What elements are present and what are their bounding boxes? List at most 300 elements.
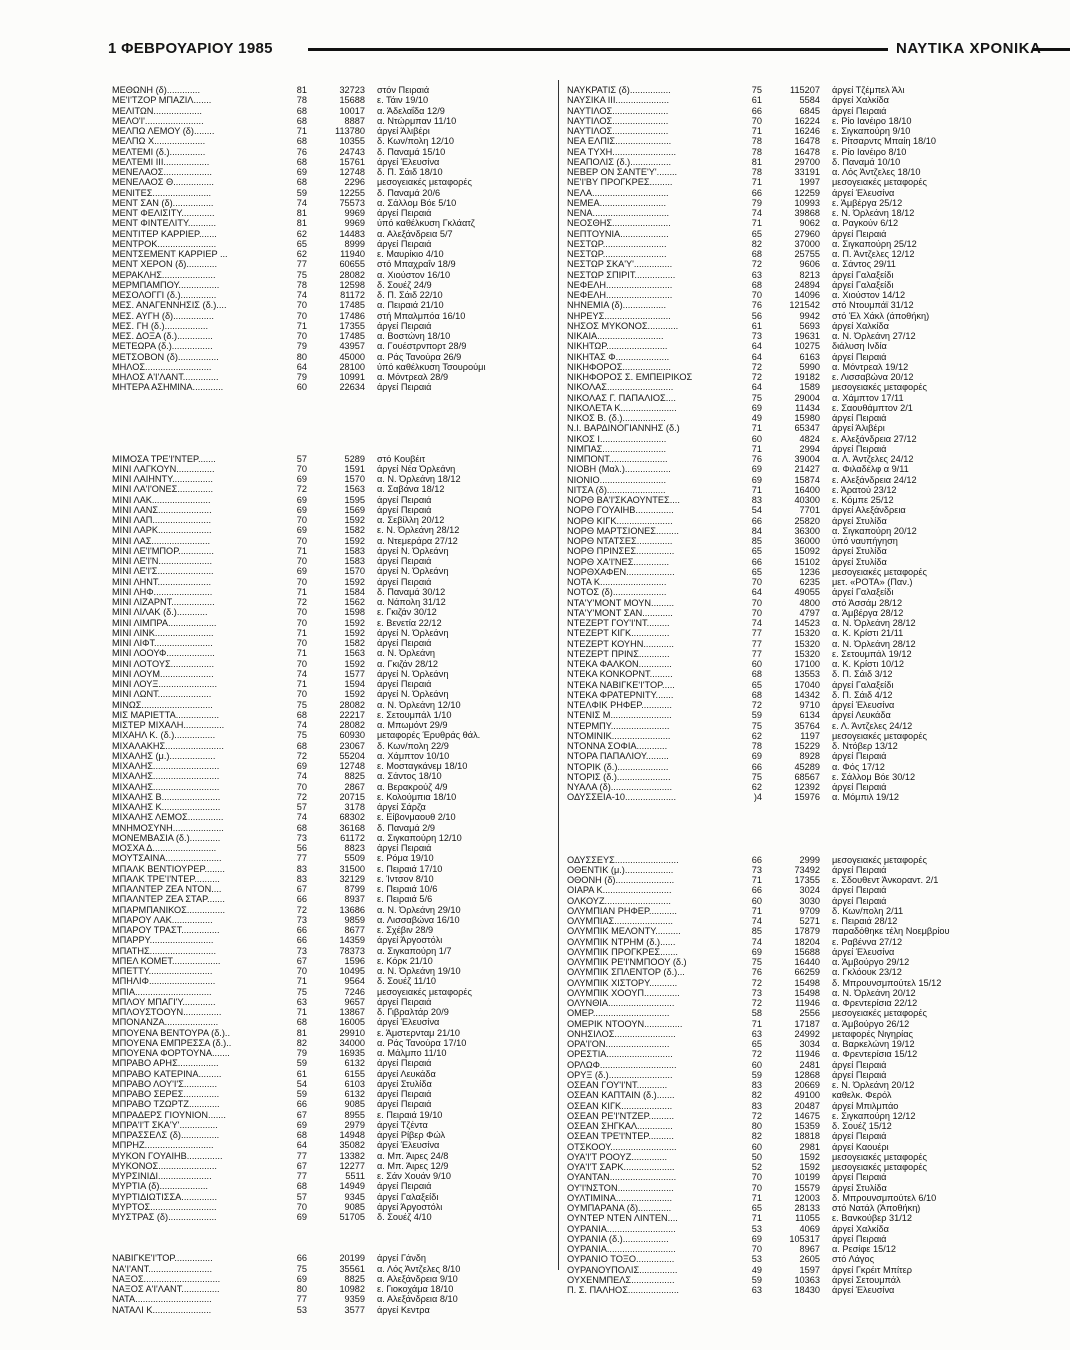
ship-status: άργεί Μπιλμπάο — [832, 1100, 899, 1111]
ship-name: ΜΠΟΥΕΝΑ ΦΟΡΤΟΥΝΑ....... — [112, 1048, 230, 1058]
ship-row — [567, 167, 982, 177]
tonnage: 1577 — [344, 668, 365, 679]
build-year: 66 — [751, 556, 762, 567]
tonnage: 2999 — [799, 854, 820, 865]
ship-status: άργεί Έλευσίνα — [832, 187, 895, 198]
build-year: 85 — [751, 926, 762, 937]
tonnage: 9657 — [344, 996, 365, 1007]
build-year: 70 — [296, 515, 307, 525]
build-year: 75 — [751, 85, 762, 95]
ship-status: ύπό καθέλκυση Γκλάατζ — [377, 218, 475, 229]
build-year: 71 — [296, 1007, 307, 1017]
ship-name: ΜΙΝΙ ΛΑΙΗΝΤΥ................ — [112, 474, 213, 484]
build-year: 70 — [751, 290, 762, 300]
ship-name: ΟΜΕΡ.............................. — [567, 1008, 670, 1019]
build-year: 57 — [296, 453, 307, 464]
tonnage: 1236 — [799, 566, 820, 577]
ship-status: άργεί Στυλίδα — [832, 515, 887, 526]
tonnage: 6132 — [344, 1058, 365, 1069]
build-year: 83 — [296, 873, 307, 884]
ship-status: α. Λ. Άντζελες 24/12 — [832, 454, 914, 464]
ship-row — [567, 885, 982, 895]
build-year: 77 — [751, 638, 762, 649]
ship-status: άργεί Πειραιά — [377, 208, 432, 218]
build-year: 54 — [296, 1078, 307, 1089]
ship-name: ΜΕΡΜΠΑΜΠΟΥ................ — [112, 279, 220, 290]
ship-name: ΜΙΣΤΕΡ ΜΙΧΑΛΗ................ — [112, 720, 225, 730]
ship-row — [112, 566, 557, 576]
build-year: 72 — [296, 904, 307, 915]
build-year: 83 — [296, 863, 307, 874]
ship-row — [567, 577, 982, 587]
ship-status: α. Χάμπτον 17/11 — [832, 392, 904, 403]
build-year: 68 — [751, 249, 762, 259]
build-year: 70 — [751, 607, 762, 618]
tonnage: 16935 — [339, 1048, 365, 1058]
ship-status: άργεί Πειραιά — [832, 1059, 887, 1070]
ship-name: ΝΤΕΚΑ ΦΡΑΤΕΡΝΙΤΥ....... — [567, 689, 674, 700]
build-year: 64 — [296, 361, 307, 372]
ship-row — [112, 290, 557, 300]
tonnage: 19631 — [794, 331, 820, 341]
build-year: 71 — [296, 545, 307, 556]
ship-row — [112, 341, 557, 351]
build-year: 67 — [296, 884, 307, 894]
ship-row — [567, 485, 982, 495]
ship-row — [112, 587, 557, 597]
ship-row — [112, 618, 557, 628]
ship-row — [567, 331, 982, 341]
ship-name: ΜΠΡΑΒΟ ΣΕΡΕΣ.............. — [112, 1089, 220, 1099]
ship-status: δ. Μπρουνσμπούτελ 6/10 — [832, 1192, 937, 1203]
build-year: 70 — [296, 463, 307, 474]
build-year: 75 — [296, 986, 307, 997]
build-year: 71 — [296, 586, 307, 597]
ship-name: ΟΥ'Ι'ΝΣΤΟΝ...................... — [567, 1182, 674, 1193]
ship-row — [567, 598, 982, 608]
ship-row — [567, 362, 982, 372]
ship-row — [567, 618, 982, 628]
ship-status: α. Χιούστον 14/12 — [832, 290, 906, 300]
ship-name: ΟΛΥΝΘΙΑ.......................... — [567, 998, 675, 1008]
build-year: 66 — [751, 885, 762, 896]
build-year: 70 — [296, 576, 307, 587]
ship-name: ΜΕΛΤΕΜΙ ΙΙΙ.................. — [112, 156, 210, 167]
ship-row — [567, 321, 982, 331]
ship-row — [112, 864, 557, 874]
ship-status: α. Χιούστον 16/10 — [377, 269, 451, 280]
tonnage: 16440 — [794, 957, 820, 967]
build-year: 70 — [296, 331, 307, 341]
ship-row — [112, 136, 557, 146]
ship-status: άργεί Πειραιά — [377, 556, 432, 566]
tonnage: 39004 — [794, 454, 820, 464]
build-year: 72 — [751, 998, 762, 1008]
tonnage: 22634 — [339, 382, 365, 393]
ship-row — [112, 751, 557, 761]
ship-status: α. Φιλαδέλφ α 9/11 — [832, 464, 909, 475]
ship-name: ΝΙΚΟΛΑΣ.......................... — [567, 382, 674, 393]
ship-name: Π. Σ. ΠΑΛΗΟΣ.................... — [567, 1285, 679, 1295]
ship-status: άργεί Πειραιά — [832, 895, 887, 906]
tonnage: 1583 — [344, 556, 365, 566]
ship-name: ΟΝΗΣΙΛΟΣ........................ — [567, 1028, 676, 1039]
ship-row — [567, 239, 982, 249]
tonnage: 1592 — [799, 1162, 820, 1172]
ship-name: ΜΙΝΙ ΛΟΟΥΦ................... — [112, 648, 215, 659]
ship-row — [112, 167, 557, 177]
ship-row — [112, 1099, 557, 1109]
ship-status: άργεί Πειραιά — [377, 576, 432, 587]
ship-status: στό Ντουμπάϊ 31/12 — [832, 300, 914, 311]
ship-name: ΜΙΝΙ ΛΑΝΣ..................... — [112, 504, 212, 515]
tonnage: 8799 — [344, 884, 365, 894]
build-year: 70 — [751, 597, 762, 608]
ship-name: ΜΕΤΕΩΡΑ (δ.)................ — [112, 341, 213, 352]
ship-name: ΝΙΟΝΙΟ.......................... — [567, 474, 667, 485]
tonnage: 60655 — [339, 259, 365, 270]
ship-row — [567, 1183, 982, 1193]
ship-row — [567, 710, 982, 720]
build-year: 74 — [751, 618, 762, 628]
tonnage: 15320 — [794, 648, 820, 659]
ship-name: ΟΛΥΜΠΙΚ ΝΤΡΗΜ (δ.)...... — [567, 936, 676, 947]
ship-name: ΜΕΣ. ΑΥΓΗ (δ)................ — [112, 310, 214, 321]
ship-row — [112, 1161, 557, 1171]
ship-status: α. Αλεξάνδρεια 5/7 — [377, 228, 453, 239]
ship-name: ΜΕΝΤΣΕΜΕΝΤ ΚΑΡΡΙΕΡ ... — [112, 249, 228, 259]
tonnage: 5511 — [345, 1171, 365, 1181]
ship-row — [112, 730, 557, 740]
ship-row — [567, 875, 982, 885]
ship-status: άργεί Ρίβερ Φώλ — [377, 1130, 446, 1140]
build-year: 70 — [296, 1201, 307, 1212]
ship-name: ΟΡΥΞ (δ.)......................... — [567, 1069, 673, 1080]
ship-row — [112, 577, 557, 587]
ship-name: ΝΟΡΘ ΠΡΙΝΣΕΣ............... — [567, 546, 675, 557]
tonnage: 9359 — [344, 1294, 365, 1305]
ship-row — [112, 1192, 557, 1202]
ship-status: ε. Ρίτσαρντς Μπαίη 18/10 — [832, 136, 937, 147]
ship-name: ΝΑΞΟΣ Α'Ι'ΛΑΝΤ............... — [112, 1284, 220, 1294]
ship-status: α. Ν. Όρλεάνη 19/10 — [377, 966, 461, 976]
ship-status: δ. Σουέζ 15/12 — [832, 1121, 892, 1131]
tonnage: 45289 — [794, 761, 820, 772]
build-year: 53 — [296, 1304, 307, 1315]
ship-status: άργεί Πειραιά — [377, 996, 432, 1007]
tonnage: 9564 — [344, 976, 365, 987]
tonnage: 39868 — [794, 208, 820, 218]
tonnage: 14949 — [339, 1181, 365, 1192]
ship-status: δ. Σουέζ 24/9 — [377, 279, 432, 290]
ship-status: μεταφορές Έρυθράς θάλ. — [377, 730, 481, 741]
ship-row — [112, 997, 557, 1007]
ship-name: ΝΟΤΟΣ (δ)..................... — [567, 587, 667, 598]
ship-name: ΜΠΡΑ'Ι'Τ ΣΚΑ'Υ'............... — [112, 1119, 218, 1130]
ship-row — [567, 444, 982, 454]
build-year: 68 — [751, 689, 762, 700]
ship-name: ΟΣΕΑΝ ΚΙΓΚ.................... — [567, 1100, 673, 1111]
build-year: 70 — [296, 617, 307, 628]
tonnage: 24894 — [794, 279, 820, 290]
ship-row — [112, 126, 557, 136]
ship-status: άργεί Καουέρι — [832, 1141, 889, 1152]
ship-status: δ. Γιβραλτάρ 20/9 — [377, 1007, 449, 1017]
ship-row — [112, 157, 557, 167]
build-year: 76 — [751, 454, 762, 464]
ship-row — [567, 259, 982, 269]
build-year: 77 — [296, 1150, 307, 1161]
tonnage: 2979 — [344, 1119, 365, 1130]
tonnage: 24743 — [339, 146, 365, 157]
build-year: 68 — [296, 105, 307, 116]
tonnage: 3178 — [344, 802, 365, 812]
tonnage: 15976 — [794, 792, 820, 803]
ship-name: ΟΛΥΜΠΙΚ ΣΠΛΕΝΤΟΡ (δ.)... — [567, 967, 685, 978]
tonnage: 43957 — [339, 341, 365, 352]
build-year: 68 — [751, 279, 762, 290]
ship-name: ΜΥΡΤΙΑ (δ)................... — [112, 1181, 208, 1192]
ship-status: άργεί Πειραιά — [832, 885, 887, 896]
ship-row — [567, 136, 982, 146]
build-year: 81 — [296, 208, 307, 218]
ship-row — [112, 372, 557, 382]
ship-name: ΜΕΝΤ ΣΑΝ (δ)................ — [112, 197, 214, 208]
ship-status: α. Σιγκαπούρη 12/10 — [377, 832, 462, 843]
ship-row — [567, 896, 982, 906]
ship-row — [112, 802, 557, 812]
ship-name: ΜΠΗΛΙΦ.......................... — [112, 976, 216, 987]
ship-status: άργεί Πειραιά — [832, 1131, 887, 1142]
ship-name: ΝΑΥΚΡΑΤΙΣ (δ)................ — [567, 85, 671, 95]
ship-row — [112, 1253, 557, 1263]
ship-row — [567, 741, 982, 751]
ship-name: ΟΣΕΑΝ ΓΟΥ'Ι'ΝΤ............ — [567, 1080, 668, 1090]
build-year: 73 — [296, 832, 307, 843]
ship-row — [112, 720, 557, 730]
ship-status: α. Μπ. Άιρες 24/8 — [377, 1150, 449, 1161]
tonnage: 10355 — [339, 136, 365, 147]
ship-status: άργεί Ν. Όρλεάνη — [377, 689, 449, 700]
build-year: 62 — [296, 249, 307, 259]
build-year: 72 — [296, 597, 307, 607]
tonnage: 29004 — [794, 392, 820, 403]
tonnage: 16478 — [794, 136, 820, 147]
ship-name: ΟΘΟΝΗ (δ)....................... — [567, 875, 675, 885]
publication-title: ΝΑΥΤΙΚΑ ΧΡΟΝΙΚΑ — [896, 40, 1042, 57]
tonnage: 33191 — [794, 167, 820, 177]
ship-row — [112, 833, 557, 843]
ship-name: ΜΗΛΟΣ.......................... — [112, 361, 212, 372]
ship-name: ΝΑΥΣΙΚΑ ΙΙΙ..................... — [567, 95, 670, 106]
tonnage: 3030 — [799, 895, 820, 906]
ship-name: ΝΗΣΟΣ ΜΥΚΟΝΟΣ............ — [567, 320, 679, 331]
build-year: 83 — [751, 1080, 762, 1090]
tonnage: 15320 — [794, 628, 820, 639]
ship-row — [567, 587, 982, 597]
tonnage: 27960 — [794, 228, 820, 239]
ship-status: άργεί Πειραιά — [377, 382, 432, 393]
tonnage: 2605 — [799, 1254, 820, 1265]
ship-name: ΝΕΜΕΑ.......................... — [567, 197, 667, 208]
ship-row — [112, 495, 557, 505]
build-year: 77 — [751, 648, 762, 659]
ship-status: άργεί Πειραιά — [377, 1089, 432, 1099]
ship-row — [112, 659, 557, 669]
tonnage: 17100 — [794, 659, 820, 669]
ship-status: δ. Σουέζ 4/10 — [377, 1212, 432, 1222]
ship-name: ΟΜΕΡΙΚ ΝΤΟΟΥΝ............... — [567, 1018, 683, 1029]
build-year: 66 — [751, 187, 762, 198]
tonnage: 16246 — [794, 126, 820, 136]
build-year: 75 — [751, 392, 762, 403]
ship-name: ΟΥΛΤΙΜΙΝΑ...................... — [567, 1192, 673, 1203]
ship-status: δ. Π. Σάιδ 18/10 — [377, 167, 443, 177]
ship-status: άργεί Πειραιά — [377, 843, 432, 853]
ship-row — [567, 423, 982, 433]
ship-status: α. Άμβούργο 29/12 — [832, 957, 910, 967]
build-year: 70 — [296, 781, 307, 792]
build-year: 82 — [751, 1090, 762, 1101]
ship-row — [567, 1244, 982, 1254]
ship-status: ε. Είβονμαουθ 2/10 — [377, 812, 456, 823]
build-year: 83 — [751, 1100, 762, 1111]
ship-status: δ. Π. Σάιδ 22/10 — [377, 290, 443, 300]
tonnage: 5509 — [344, 853, 365, 864]
ship-status: α. Ν. Όρλεάνη 20/12 — [832, 987, 916, 998]
tonnage: 49055 — [794, 587, 820, 598]
ship-status: α. Λισσαβώνα 16/10 — [377, 914, 460, 925]
tonnage: 17355 — [339, 320, 365, 331]
ship-row — [112, 1028, 557, 1038]
tonnage: 1591 — [344, 463, 365, 474]
tonnage: 17485 — [339, 300, 365, 311]
ship-name: ΜΕΝΤ ΦΕΛΙΣΙΤΥ............. — [112, 208, 215, 218]
build-year: 76 — [296, 146, 307, 157]
ship-row — [567, 680, 982, 690]
ship-row — [112, 1202, 557, 1212]
build-year: 57 — [296, 1191, 307, 1202]
build-year: 68 — [296, 1181, 307, 1192]
ship-status: ε. Σάν Χουάν 9/10 — [377, 1171, 451, 1181]
ship-status: α. Λός Άντζελες 8/10 — [377, 1263, 461, 1274]
ship-row — [567, 967, 982, 977]
tonnage: 115207 — [790, 85, 820, 95]
ship-row — [567, 1039, 982, 1049]
ship-name: ΟΣΕΑΝ ΚΑΠΤΑΙΝ (δ.)....... — [567, 1090, 675, 1101]
ship-name: ΜΙΝΙ ΛΙΛΑΚ (δ.)............ — [112, 607, 208, 618]
build-year: 66 — [296, 894, 307, 905]
ship-name: ΝΤΑ'Υ'ΜΟΝΤ ΜΟΥΝ......... — [567, 597, 675, 608]
ship-name: ΜΠΑΡΡΥ......................... — [112, 935, 214, 946]
build-year: 76 — [751, 967, 762, 978]
build-year: 80 — [296, 1284, 307, 1294]
ship-name: ΝΕ'Ι'ΒΥ ΠΡΟΓΚΡΕΣ......... — [567, 177, 673, 188]
ship-name: ΟΛΥΜΠΙΚ ΧΟΟΥΠ.............. — [567, 987, 680, 998]
ship-name: ΜΙΝΙ ΛΑΓΚΟΥΝ............... — [112, 463, 215, 474]
tonnage: 20487 — [794, 1100, 820, 1111]
ship-status: άργεί Ν. Όρλεάνη — [377, 627, 449, 638]
ship-row — [112, 669, 557, 679]
ship-row — [567, 1080, 982, 1090]
tonnage: 11055 — [795, 1213, 820, 1224]
tonnage: 68302 — [339, 812, 365, 823]
build-year: 69 — [296, 761, 307, 771]
ship-status: ε. Γιοκοχάμα 18/10 — [377, 1284, 454, 1294]
ship-status: ε. Ν. Όρλεάνη 28/12 — [377, 525, 460, 536]
ship-row — [112, 259, 557, 269]
ship-row — [567, 116, 982, 126]
ship-name: ΜΕΝΕΛΑΟΣ Θ................ — [112, 177, 214, 188]
build-year: 77 — [296, 1171, 307, 1181]
ship-status: άργεί Πειραιά — [832, 228, 887, 239]
tonnage: 81172 — [340, 290, 365, 300]
ship-row — [567, 772, 982, 782]
ship-name: ΜΙΝΙ ΛΑΡΚ..................... — [112, 525, 212, 536]
ship-name: ΝΤΕΖΕΡΤ ΠΡΙΝΣ............ — [567, 648, 670, 659]
ship-status: άργεί Πειραιά — [832, 864, 887, 875]
ship-status: άργεί Αλεξάνδρεια — [832, 505, 906, 516]
tonnage: 8967 — [799, 1244, 820, 1254]
ship-row — [112, 1089, 557, 1099]
ship-status: άργεί Έλευσίνα — [377, 1140, 440, 1151]
ship-row — [567, 1101, 982, 1111]
build-year: 56 — [296, 843, 307, 853]
ship-name: ΜΙΝΙ ΛΑΠ....................... — [112, 515, 212, 525]
ship-name: ΟΣΕΑΝ ΣΗΓΚΑΛ.............. — [567, 1121, 673, 1131]
tonnage: 4800 — [799, 597, 820, 608]
ship-name: ΜΙΝΩΣ............................ — [112, 699, 213, 710]
ship-status: δ. Ντόβερ 13/12 — [832, 741, 898, 751]
ship-row — [112, 628, 557, 638]
ship-status: άργεί Πειραιά — [377, 1181, 432, 1192]
ship-status: α. Μπωμόντ 29/9 — [377, 720, 448, 730]
ship-status: α. Σιγκαπούρη 20/12 — [832, 525, 917, 536]
ship-row — [112, 198, 557, 208]
tonnage: 15498 — [794, 987, 820, 998]
ship-row — [567, 557, 982, 567]
ship-name: ΝΙΟΒΗ (Μαλ.).................. — [567, 464, 671, 475]
ship-name: ΜΙΝΙ ΛΑΚ....................... — [112, 494, 211, 505]
tonnage: 28082 — [339, 699, 365, 710]
ship-status: α. Γκιζάν 28/12 — [377, 658, 438, 669]
tonnage: 17485 — [339, 331, 365, 341]
ship-name: ΜΙΝΙ ΛΩΝΤ..................... — [112, 689, 212, 700]
ship-name: ΜΥΡΣΙΝΙΔΙ..................... — [112, 1171, 212, 1181]
ship-status: άργεί Πειραιά — [377, 679, 432, 689]
ship-status: άργεί Άργοστόλι — [377, 935, 443, 946]
build-year: 79 — [296, 1048, 307, 1058]
ship-status: άργεί Άλιβέρι — [377, 126, 430, 136]
tonnage: 8213 — [799, 269, 820, 280]
tonnage: 55204 — [339, 750, 365, 761]
ship-status: άργεί Άργοστόλι — [377, 1201, 443, 1212]
ship-name: ΝΟΡΘ ΜΑΡΤΣΙΟΝΕΣ......... — [567, 525, 679, 536]
ship-name: ΝΟΡΘ ΒΑ'Ι'ΣΚΑΟΥΝΤΕΣ.... — [567, 495, 680, 505]
build-year: 62 — [751, 782, 762, 792]
tonnage: 8825 — [344, 771, 365, 782]
ship-status: ε. Αλεξάνδρεια 27/12 — [832, 433, 917, 444]
build-year: 69 — [296, 566, 307, 577]
ship-name: ΝΕΝΑ.............................. — [567, 208, 670, 218]
ship-status: α. Ν. Όρλεάνη 27/12 — [832, 331, 916, 341]
ship-row — [567, 1049, 982, 1059]
ship-row — [567, 957, 982, 967]
ship-name: ΝΟΤΑ Κ.......................... — [567, 577, 667, 587]
ship-status: άργεί Έλευσίνα — [832, 1285, 895, 1295]
ship-row — [567, 700, 982, 710]
ship-row — [112, 218, 557, 228]
